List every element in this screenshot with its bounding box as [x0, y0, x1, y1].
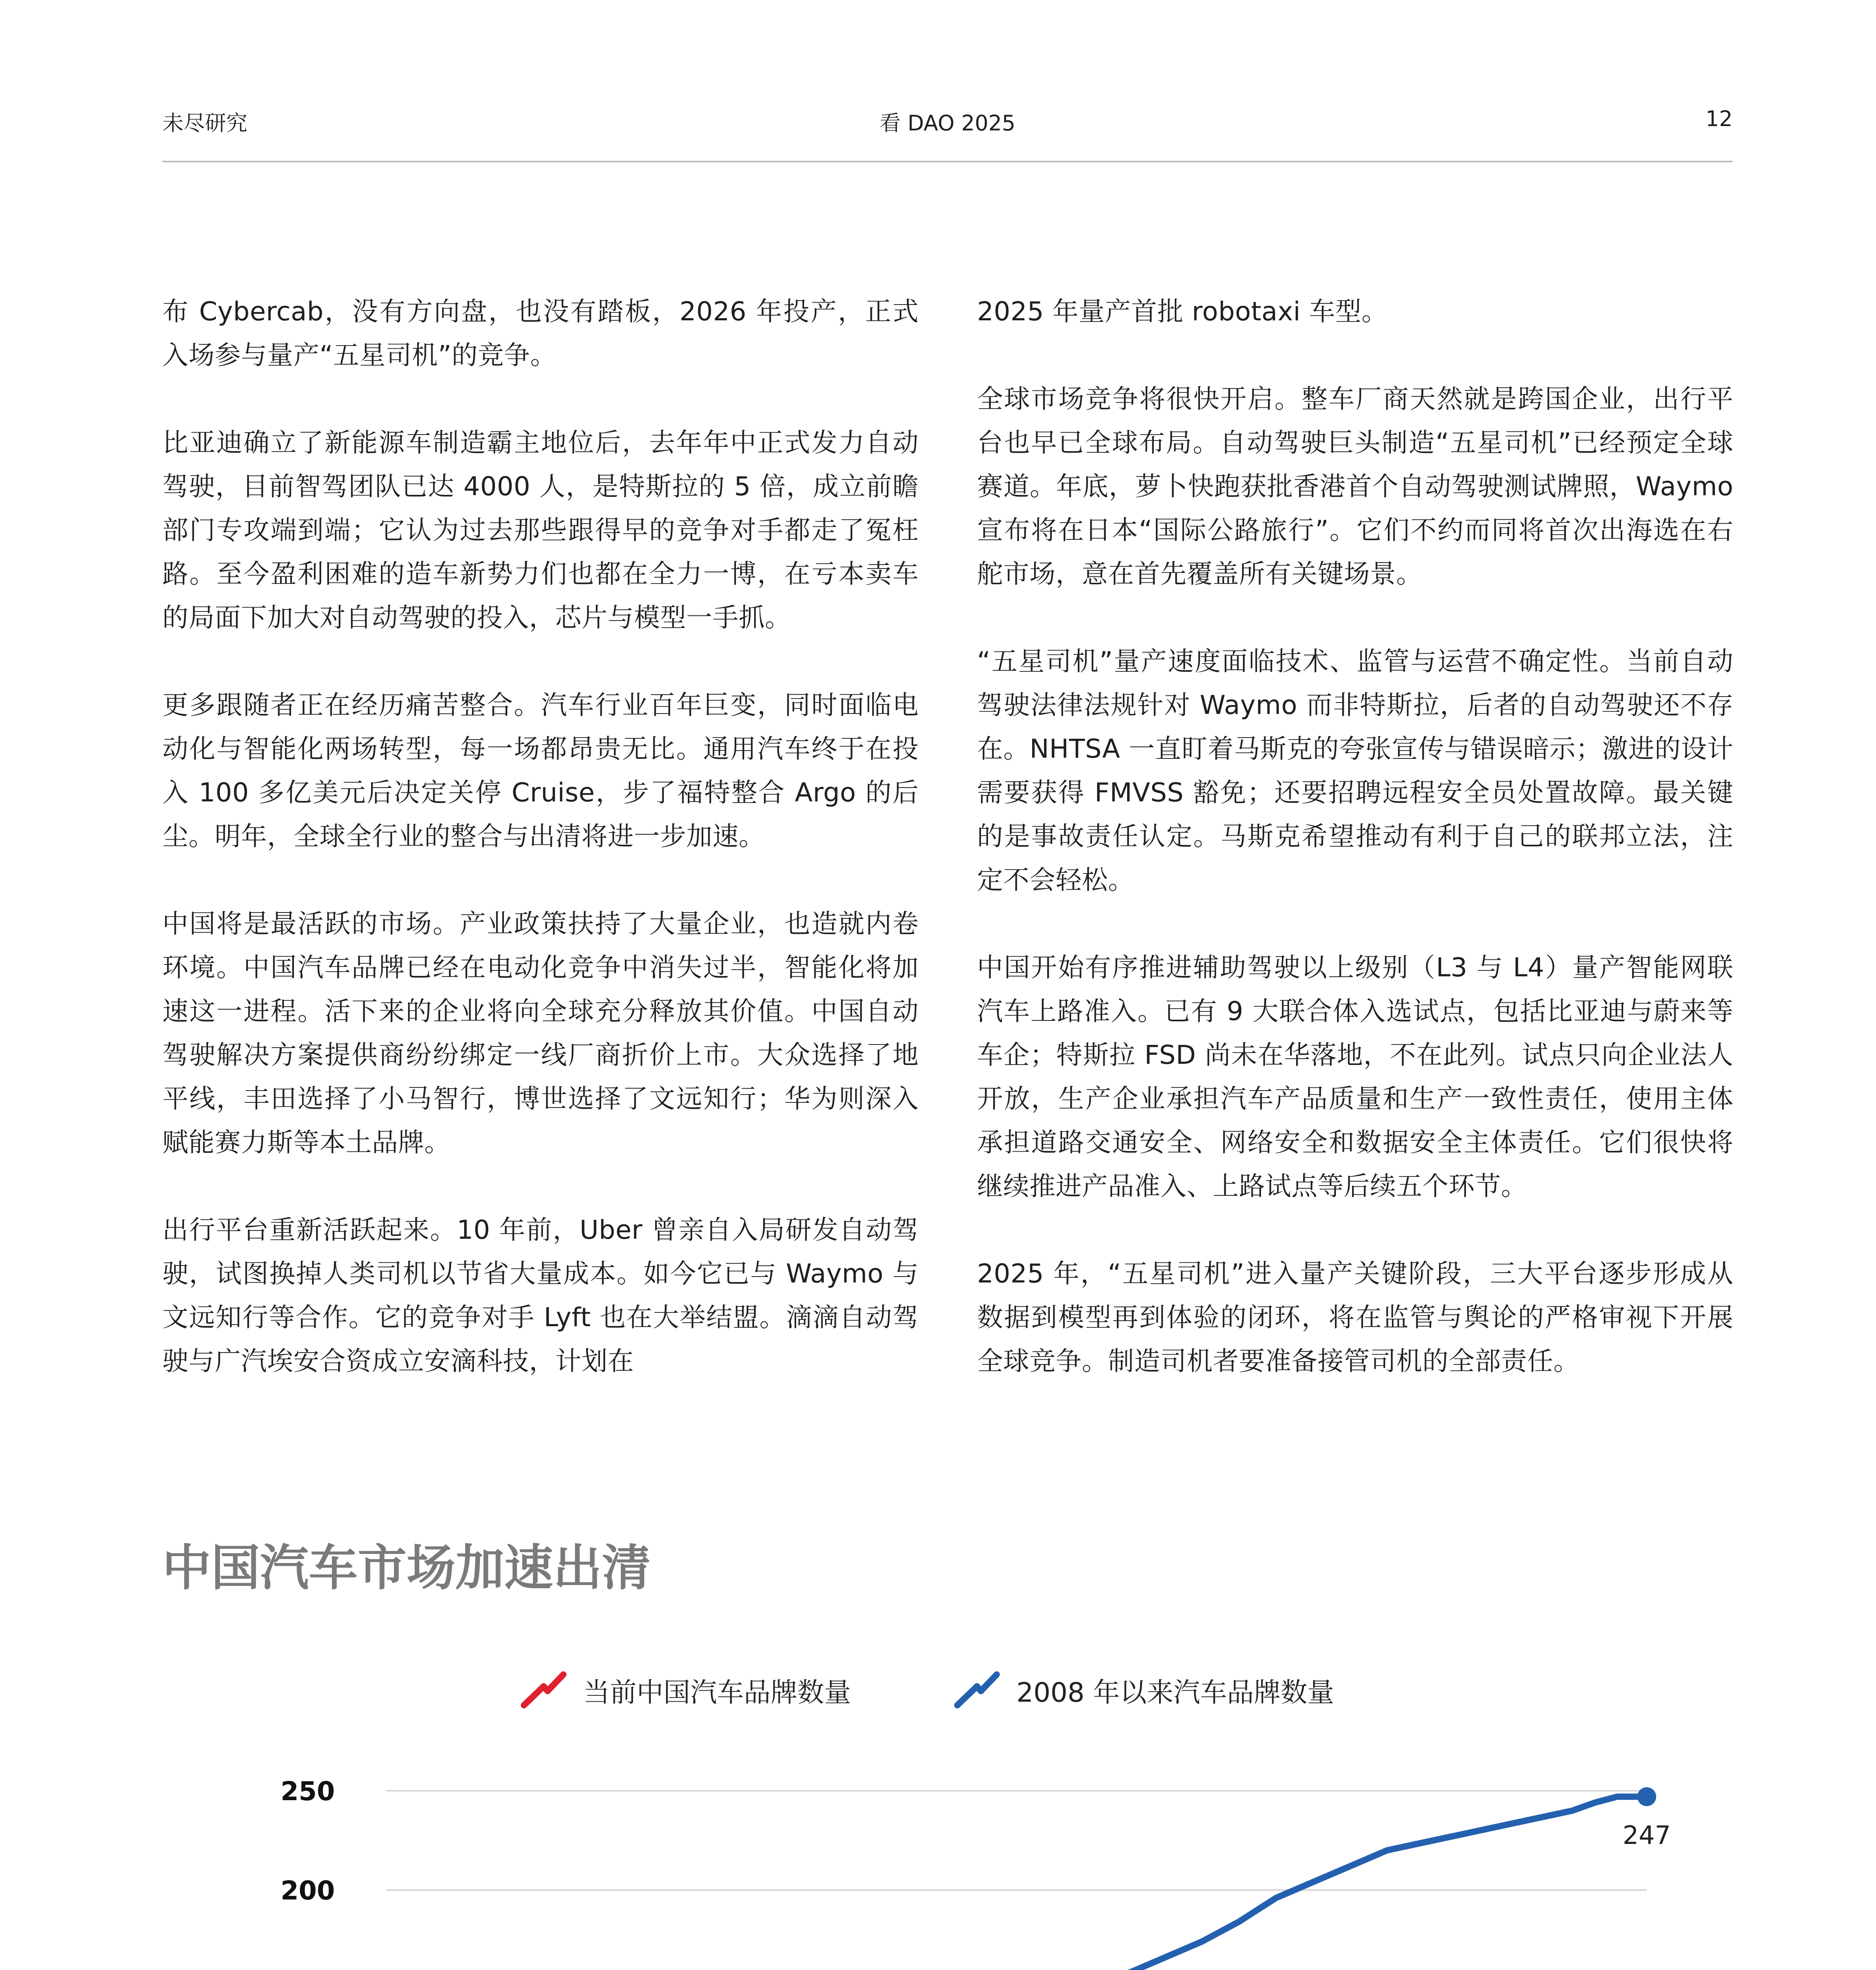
- page-number: 12: [1705, 106, 1733, 131]
- chart-section-title: 中国汽车市场加速出清: [162, 1540, 651, 1596]
- y-tick-label: 200: [280, 1875, 335, 1906]
- paragraph: 2025 年量产首批 robotaxi 车型。: [977, 296, 1388, 327]
- chart-gridlines: [386, 1791, 1647, 1970]
- publication-title: 看 DAO 2025: [879, 111, 1016, 136]
- paragraph: 全球市场竞争将很快开启。整车厂商天然就是跨国企业，出行平台也早已全球布局。自动驾驶巨头制造“五星司机”已经预定全球赛道。年底，萝卜快跑获批香港首个自动驾驶测试牌照，Waymo 宣布将在日本“国际公路旅行”。它们不约而同将首次出海选在右舵市场，意在首先覆盖所有关键场景。: [977, 384, 1733, 589]
- paragraph: 布 Cybercab，没有方向盘，也没有踏板，2026 年投产，正式入场参与量产“五星司机”的竞争。: [162, 296, 919, 370]
- chart-series: [386, 1787, 1671, 1970]
- legend-label: 当前中国汽车品牌数量: [583, 1677, 851, 1708]
- series-end-label-1: 247: [1622, 1821, 1671, 1851]
- paragraph: 2025 年，“五星司机”进入量产关键阶段，三大平台逐步形成从数据到模型再到体验的闭环，将在监管与舆论的严格审视下开展全球竞争。制造司机者要准备接管司机的全部责任。: [977, 1258, 1733, 1376]
- paragraph: 中国开始有序推进辅助驾驶以上级别（L3 与 L4）量产智能网联汽车上路准入。已有 9 大联合体入选试点，包括比亚迪与蔚来等车企；特斯拉 FSD 尚未在华落地，不在此列。试点只向企业法人开放，生产企业承担汽车产品质量和生产一致性责任，使用主体承担道路交通安全、网络安全和数据安全主体责任。它们很快将继续推进产品准入、上路试点等后续五个环节。: [977, 952, 1733, 1201]
- y-tick-label: 250: [280, 1776, 335, 1806]
- paragraph: 比亚迪确立了新能源车制造霸主地位后，去年年中正式发力自动驾驶，目前智驾团队已达 4000 人，是特斯拉的 5 倍，成立前瞻部门专攻端到端；它认为过去那些跟得早的竞争对手都走了冤枉路。至今盈利困难的造车新势力们也都在全力一博，在亏本卖车的局面下加大对自动驾驶的投入，芯片与模型一手抓。: [162, 427, 919, 633]
- series-end-point-1: [1637, 1787, 1656, 1806]
- legend-label: 2008 年以来汽车品牌数量: [1016, 1677, 1334, 1708]
- paragraph: 出行平台重新活跃起来。10 年前，Uber 曾亲自入局研发自动驾驶，试图换掉人类司机以节省大量成本。如今它已与 Waymo 与文远知行等合作。它的竞争对手 Lyft 也在大举结盟。滴滴自动驾驶与广汽埃安合资成立安滴科技，计划在: [162, 1215, 919, 1376]
- y-axis-ticks: [280, 1776, 335, 1970]
- publisher-name: 未尽研究: [162, 111, 247, 136]
- paragraph: “五星司机”量产速度面临技术、监管与运营不确定性。当前自动驾驶法律法规针对 Waymo 而非特斯拉，后者的自动驾驶还不存在。NHTSA 一直盯着马斯克的夸张宣传与错误暗示；激进的设计需要获得 FMVSS 豁免；还要招聘远程安全员处置故障。最关键的是事故责任认定。马斯克希望推动有利于自己的联邦立法，注定不会轻松。: [977, 646, 1733, 895]
- paragraph: 更多跟随者正在经历痛苦整合。汽车行业百年巨变，同时面临电动化与智能化两场转型，每一场都昂贵无比。通用汽车终于在投入 100 多亿美元后决定关停 Cruise，步了福特整合 Argo 的后尘。明年，全球全行业的整合与出清将进一步加速。: [162, 690, 919, 851]
- series-line-1: [386, 1797, 1647, 1970]
- paragraph: 中国将是最活跃的市场。产业政策扶持了大量企业，也造就内卷环境。中国汽车品牌已经在电动化竞争中消失过半，智能化将加速这一进程。活下来的企业将向全球充分释放其价值。中国自动驾驶解决方案提供商纷纷绑定一线厂商折价上市。大众选择了地平线，丰田选择了小马智行，博世选择了文远知行；华为则深入赋能赛力斯等本土品牌。: [162, 909, 919, 1158]
